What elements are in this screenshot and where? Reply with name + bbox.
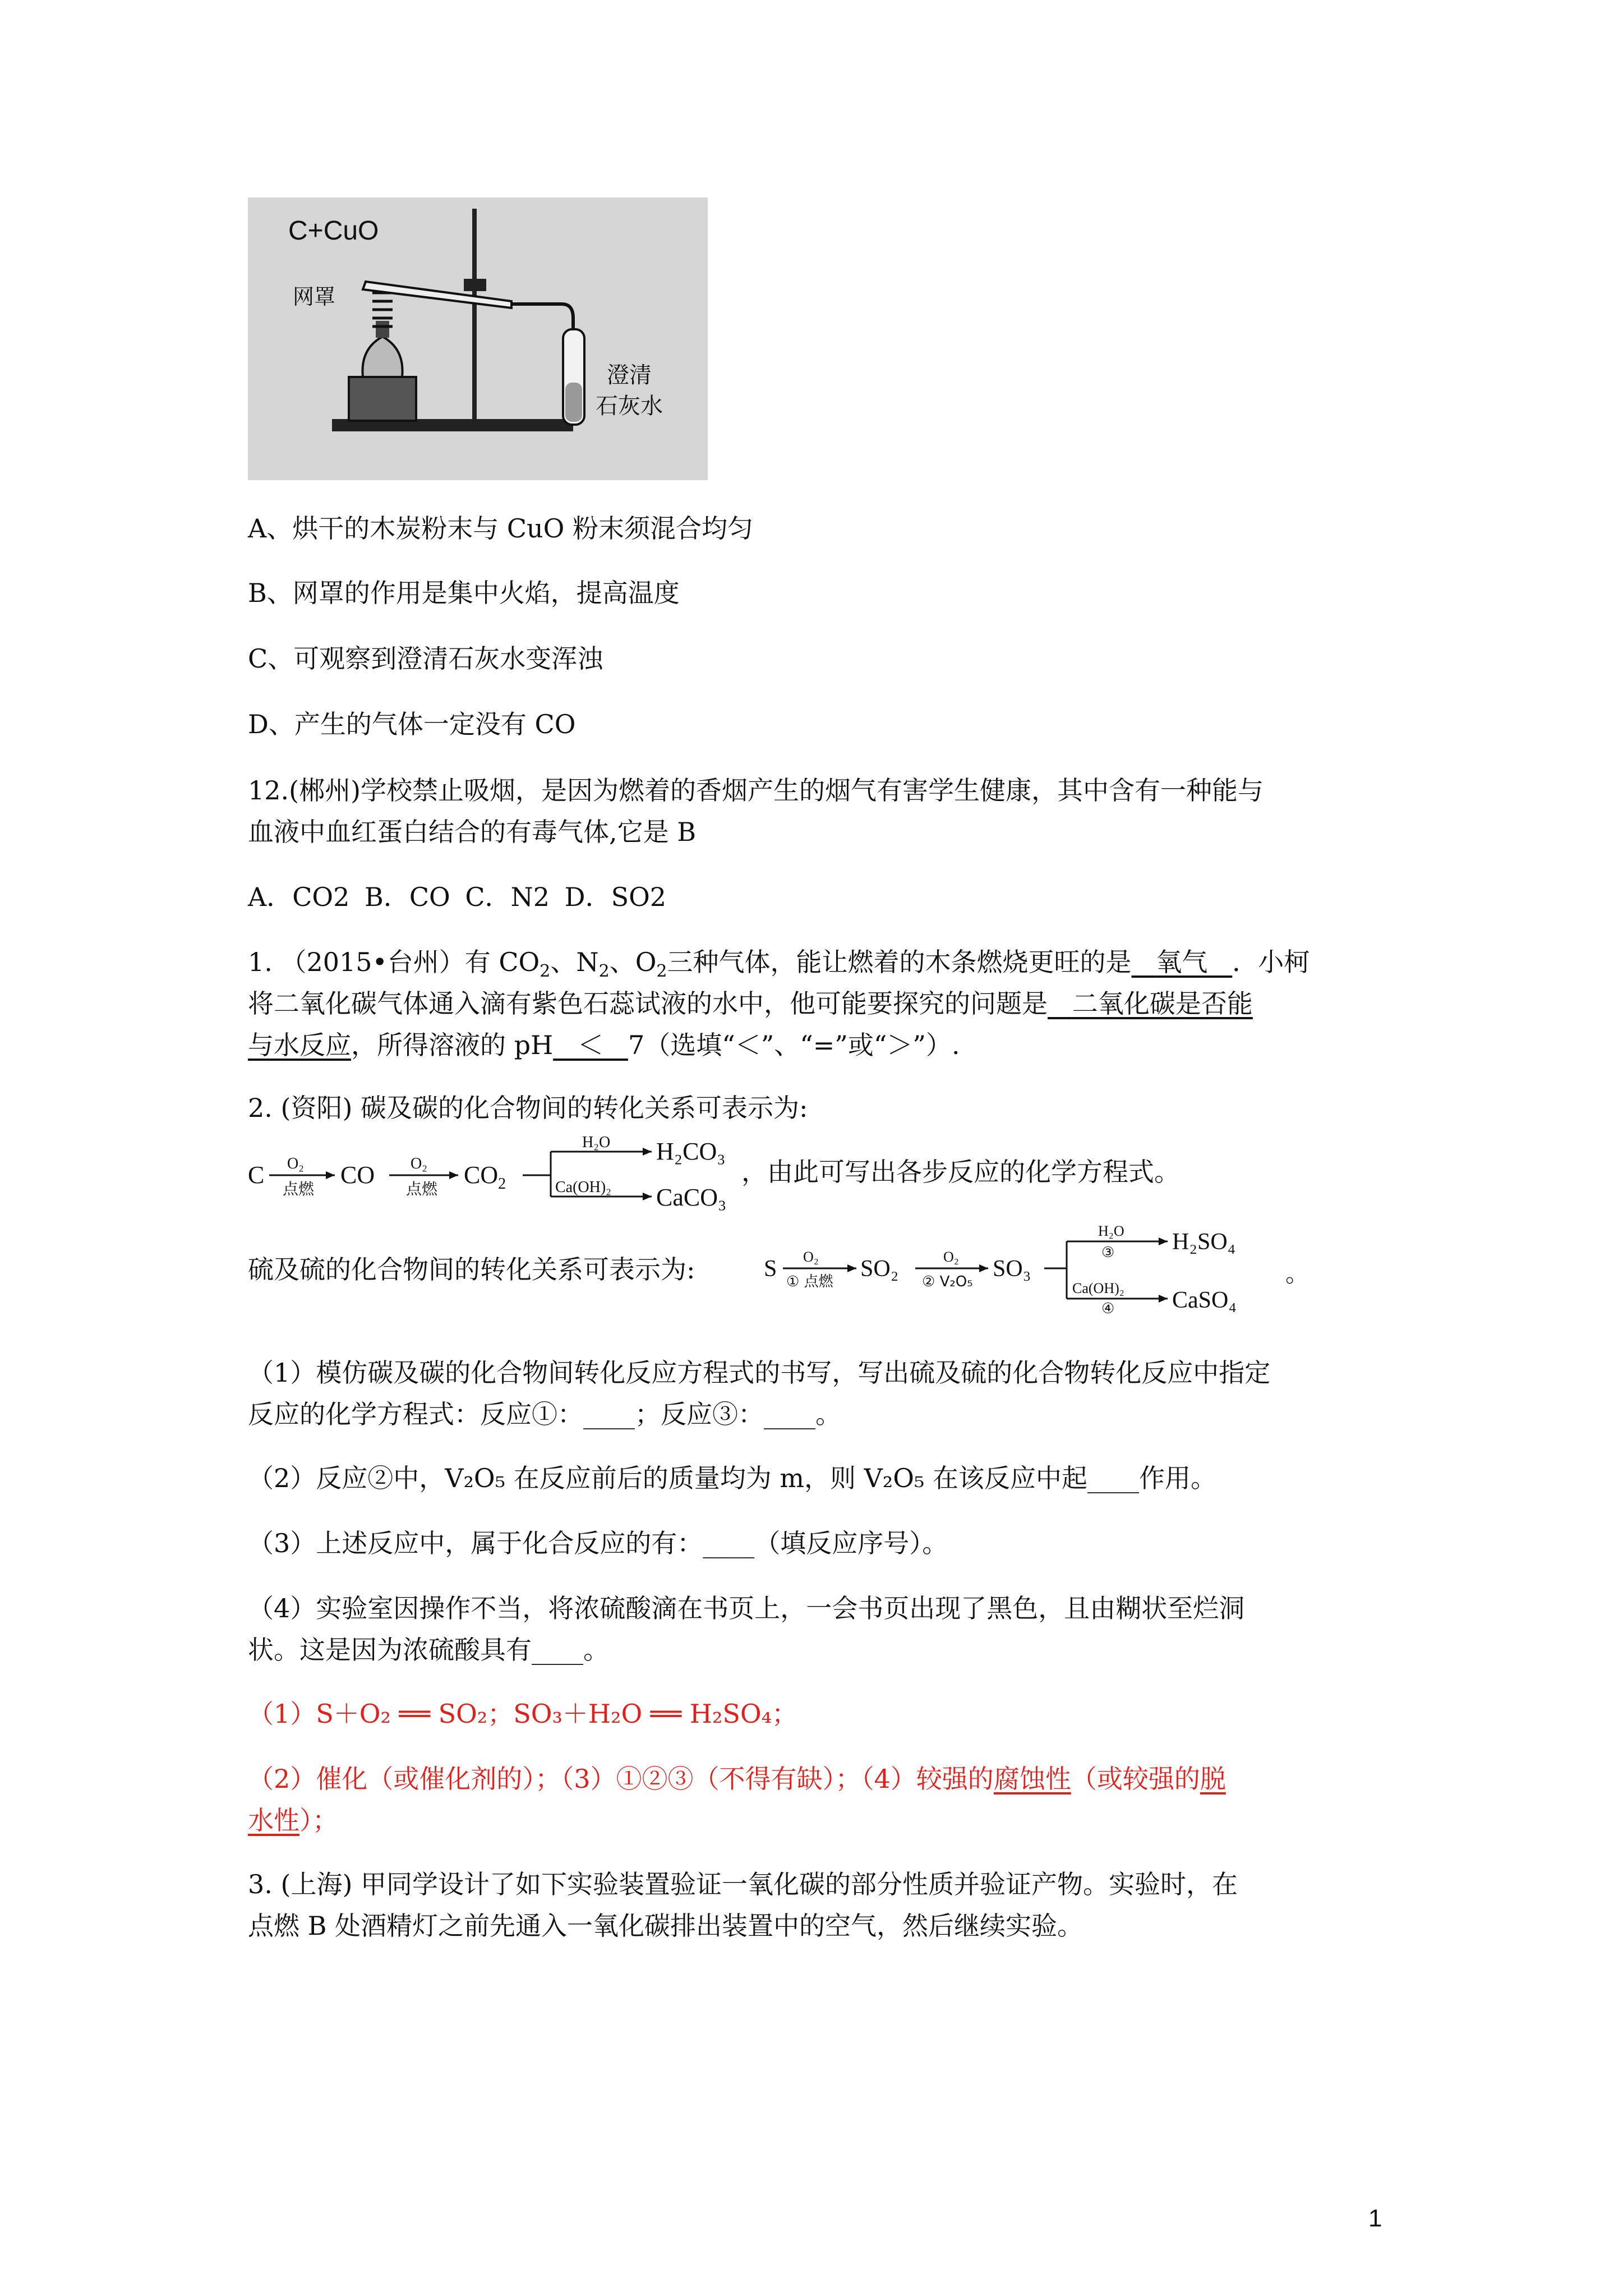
carbon-scheme xyxy=(248,1136,1386,1214)
page-number: 1 xyxy=(1368,2205,1382,2232)
q2-intro: 2. (资阳) 碳及碳的化合物间的转化关系可表示为: xyxy=(248,1093,808,1123)
scheme-h2o: H₂O xyxy=(1098,1223,1124,1239)
option-c: C、可观察到澄清石灰水变浑浊 xyxy=(248,643,603,674)
answer-underlined: 水性 xyxy=(248,1805,299,1835)
scheme-h2so4: H₂SO₄ xyxy=(1172,1229,1236,1255)
q2-sub2: （2）反应②中，V₂O₅ 在反应前后的质量均为 m，则 V₂O₅ 在该反应中起____作用。 xyxy=(248,1463,1216,1493)
q1-text: 7（选填“＜”、“=”或“＞”）. xyxy=(628,1030,960,1060)
scheme-burn: 点燃 xyxy=(283,1180,315,1198)
scheme-o2: O₂ xyxy=(411,1155,427,1172)
answer-text: ）； xyxy=(299,1805,338,1835)
label-limewater-1: 澄清 xyxy=(607,362,652,388)
sulfur-scheme xyxy=(248,1220,1386,1315)
answer-text: ＜ xyxy=(578,1030,604,1060)
scheme-h2co3: H₂CO₃ xyxy=(656,1138,726,1165)
scheme-burn: 点燃 xyxy=(406,1180,438,1198)
scheme-caoh2: Ca(OH)₂ xyxy=(555,1179,611,1196)
scheme-c: C xyxy=(248,1161,265,1189)
scheme-so3: SO₃ xyxy=(993,1256,1031,1282)
q12-line2: 血液中血红蛋白结合的有毒气体,它是 B xyxy=(248,817,697,847)
scheme-step1: ① 点燃 xyxy=(786,1273,833,1290)
scheme-so2: SO₂ xyxy=(860,1256,899,1282)
q2-sub3: （3）上述反应中，属于化合反应的有：____（填反应序号）。 xyxy=(248,1528,948,1558)
label-limewater-2: 石灰水 xyxy=(596,393,663,419)
q1-text: 、N xyxy=(550,947,599,977)
q1-text: 1. （2015•台州）有 CO xyxy=(248,947,540,977)
scheme-h2o: H₂O xyxy=(582,1136,611,1151)
answer-text: （或较强的 xyxy=(1071,1764,1200,1794)
scheme-o2: O₂ xyxy=(287,1155,304,1172)
answer-line-1: （1）S＋O₂ ══ SO₂；SO₃＋H₂O ══ H₂SO₄； xyxy=(248,1699,798,1729)
scheme-caoh2: Ca(OH)₂ xyxy=(1072,1280,1124,1296)
option-b: B、网罩的作用是集中火焰，提高温度 xyxy=(248,578,680,608)
answer-text: （2）催化（或催化剂的）；（3）①②③（不得有缺）；（4）较强的 xyxy=(248,1764,994,1794)
q1-text: ．小柯 xyxy=(1232,947,1310,977)
sulfur-tail: 。 xyxy=(1285,1260,1310,1287)
label-gauze: 网罩 xyxy=(293,284,336,309)
apparatus-figure xyxy=(248,197,708,480)
scheme-s: S xyxy=(764,1256,777,1282)
scheme-caco3: CaCO₃ xyxy=(656,1184,727,1211)
carbon-tail: ，由此可写出各步反应的化学方程式。 xyxy=(741,1157,1180,1187)
q3-line1: 3. (上海) 甲同学设计了如下实验装置验证一氧化碳的部分性质并验证产物。实验时，在 xyxy=(248,1869,1238,1899)
answer-text: 二氧化碳是否能 xyxy=(1072,988,1253,1019)
q2-sub4-line2: 状。这是因为浓硫酸具有____。 xyxy=(248,1635,609,1665)
scheme-step2: ② V₂O₅ xyxy=(922,1273,973,1290)
answer-line-2 xyxy=(248,1758,1386,1800)
q12-options: A．CO2 B．CO C．N2 D．SO2 xyxy=(248,882,667,912)
q2-sub1-line1: （1）模仿碳及碳的化合物间转化反应方程式的书写，写出硫及硫的化合物转化反应中指定 xyxy=(248,1358,1271,1388)
label-reactants: C+CuO xyxy=(288,216,379,246)
answer-underlined: 腐蚀性 xyxy=(993,1764,1071,1794)
scheme-step3: ③ xyxy=(1101,1244,1115,1261)
scheme-o2: O₂ xyxy=(803,1249,819,1265)
q12-line1: 12.(郴州)学校禁止吸烟，是因为燃着的香烟产生的烟气有害学生健康，其中含有一种能与 xyxy=(248,775,1264,806)
answer-line-3 xyxy=(248,1800,1386,1841)
q2-sub4-line1: （4）实验室因操作不当，将浓硫酸滴在书页上，一会书页出现了黑色，且由糊状至烂洞 xyxy=(248,1593,1245,1623)
option-a: A、烘干的木炭粉末与 CuO 粉末须混合均匀 xyxy=(248,513,753,544)
q3-line2: 点燃 B 处酒精灯之前先通入一氧化碳排出装置中的空气，然后继续实验。 xyxy=(248,1911,1083,1941)
q1-line3 xyxy=(248,1024,1386,1066)
option-d: D、产生的气体一定没有 CO xyxy=(248,709,576,739)
q1-text: 将二氧化碳气体通入滴有紫色石蕊试液的水中，他可能要探究的问题是 xyxy=(248,988,1048,1019)
scheme-caso4: CaSO₄ xyxy=(1172,1287,1237,1313)
scheme-co: CO xyxy=(340,1161,375,1189)
q1-text: 、O xyxy=(609,947,657,977)
q1-text: ，所得溶液的 pH xyxy=(351,1030,554,1060)
scheme-step4: ④ xyxy=(1101,1300,1115,1315)
q1-answer-1 xyxy=(1132,947,1233,977)
sulfur-scheme-drawing xyxy=(764,1220,1313,1315)
q1-line1: 1. （2015•台州）有 $CO_2$、$N_2$、$O_2$三种气体，能让燃着的木条燃烧更旺的是 氧气 ．小柯 xyxy=(248,947,1310,981)
scheme-o2: O₂ xyxy=(943,1249,959,1265)
q1-text: 三种气体，能让燃着的木条燃烧更旺的是 xyxy=(667,947,1132,977)
q1-answer-2b: 与水反应 xyxy=(248,1030,351,1060)
answer-underlined: 脱 xyxy=(1200,1764,1226,1794)
apparatus-drawing xyxy=(248,197,708,480)
q2-sub1-line2: 反应的化学方程式：反应①：____；反应③：____。 xyxy=(248,1399,841,1429)
scheme-co2: $CO_2$ xyxy=(464,1161,506,1193)
sulfur-intro: 硫及硫的化合物间的转化关系可表示为: xyxy=(248,1254,695,1285)
q1-line2 xyxy=(248,983,1386,1024)
q1-answer-2a xyxy=(1048,988,1253,1019)
answer-text: 氧气 xyxy=(1156,947,1208,977)
q1-answer-3 xyxy=(553,1030,628,1060)
